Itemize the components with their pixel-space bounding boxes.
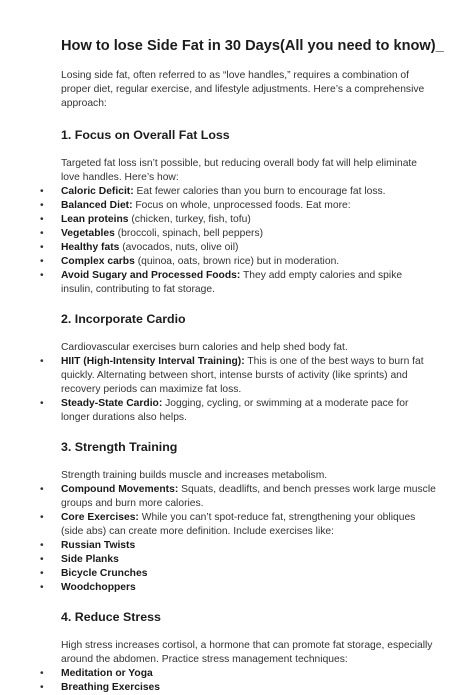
list-item-term: Side Planks <box>61 554 119 565</box>
list-item-term: Russian Twists <box>61 540 136 551</box>
section-paragraph: High stress increases cortisol, a hormone that can promote fat storage, especially around the abdomen. Practice stress management techniques: <box>61 640 433 665</box>
list-item <box>40 213 436 227</box>
section-1 <box>40 127 436 297</box>
bullet-icon: • <box>40 214 44 225</box>
section-heading: 3. Strength Training <box>61 440 178 454</box>
list-item <box>40 581 436 595</box>
bullet-icon: • <box>40 682 44 693</box>
section-paragraph: Strength training builds muscle and increases metabolism. <box>61 470 328 481</box>
bullet-list <box>40 483 436 595</box>
list-item <box>40 483 436 511</box>
list-item-term: Balanced Diet: <box>61 200 133 211</box>
list-item-term: Lean proteins <box>61 214 129 225</box>
list-item-text: They add empty calories and spike insulin, contributing to fat storage. <box>61 270 403 295</box>
bullet-icon: • <box>40 484 44 495</box>
section-heading: 1. Focus on Overall Fat Loss <box>61 128 230 142</box>
list-item-term: Compound Movements: <box>61 484 179 495</box>
section-2 <box>40 311 436 425</box>
bullet-list <box>40 185 436 297</box>
list-item-text: (broccoli, spinach, bell peppers) <box>114 228 264 239</box>
bullet-icon: • <box>40 242 44 253</box>
list-item-text: Focus on whole, unprocessed foods. Eat more: <box>132 200 351 211</box>
list-item-term: Woodchoppers <box>61 582 136 593</box>
bullet-icon: • <box>40 512 44 523</box>
list-item-term: Vegetables <box>61 228 115 239</box>
list-item <box>40 511 436 539</box>
intro-paragraph: Losing side fat, often referred to as “love handles,” requires a combination of proper diet, regular exercise, and lifestyle adjustments. Here’s a comprehensive approach: <box>61 70 425 109</box>
list-item-text: This is one of the best ways to burn fat quickly. Alternating between short, intense bursts of activity (like sprints) and recovery periods can maximize fat loss. <box>61 356 424 395</box>
list-item <box>40 681 436 695</box>
bullet-list <box>40 667 436 695</box>
list-item-term: HIIT (High-Intensity Interval Training): <box>61 356 245 367</box>
list-item-text: Jogging, cycling, or swimming at a moderate pace for longer durations also helps. <box>61 398 409 423</box>
bullet-icon: • <box>40 356 44 367</box>
bullet-icon: • <box>40 256 44 267</box>
bullet-icon: • <box>40 568 44 579</box>
bullet-icon: • <box>40 398 44 409</box>
bullet-icon: • <box>40 554 44 565</box>
list-item-term: Core Exercises: <box>61 512 139 523</box>
list-item <box>40 227 436 241</box>
section-paragraph: Targeted fat loss isn’t possible, but reducing overall body fat will help eliminate love handles. Here’s how: <box>61 158 418 183</box>
list-item <box>40 185 436 199</box>
bullet-icon: • <box>40 270 44 281</box>
bullet-icon: • <box>40 186 44 197</box>
bullet-icon: • <box>40 668 44 679</box>
section-4 <box>40 609 436 695</box>
list-item-text: Eat fewer calories than you burn to encourage fat loss. <box>133 186 386 197</box>
list-item-text: While you can’t spot-reduce fat, strengthening your obliques (side abs) can create more definition. Include exercises like: <box>61 512 416 537</box>
list-item <box>40 553 436 567</box>
section-3 <box>40 439 436 595</box>
section-paragraph: Cardiovascular exercises burn calories and help shed body fat. <box>61 342 348 353</box>
list-item <box>40 199 436 213</box>
list-item <box>40 667 436 681</box>
list-item-term: Avoid Sugary and Processed Foods: <box>61 270 241 281</box>
list-item-text: Squats, deadlifts, and bench presses work large muscle groups and burn more calories. <box>61 484 436 509</box>
list-item <box>40 397 436 425</box>
list-item <box>40 355 436 397</box>
list-item <box>40 539 436 553</box>
bullet-list <box>40 355 436 425</box>
document-title: How to lose Side Fat in 30 Days(All you need to know)_ <box>61 38 444 54</box>
list-item-term: Caloric Deficit: <box>61 186 134 197</box>
list-item-text: (quinoa, oats, brown rice) but in moderation. <box>134 256 340 267</box>
bullet-icon: • <box>40 582 44 593</box>
bullet-icon: • <box>40 228 44 239</box>
list-item-term: Bicycle Crunches <box>61 568 148 579</box>
bullet-icon: • <box>40 540 44 551</box>
bullet-icon: • <box>40 200 44 211</box>
list-item-text: (chicken, turkey, fish, tofu) <box>128 214 251 225</box>
section-heading: 2. Incorporate Cardio <box>61 312 186 326</box>
sections-container <box>40 127 436 695</box>
list-item-term: Healthy fats <box>61 242 120 253</box>
list-item <box>40 269 436 297</box>
list-item-term: Steady-State Cardio: <box>61 398 163 409</box>
list-item-term: Complex carbs <box>61 256 135 267</box>
list-item <box>40 241 436 255</box>
section-heading: 4. Reduce Stress <box>61 610 161 624</box>
list-item-term: Meditation or Yoga <box>61 668 153 679</box>
list-item <box>40 567 436 581</box>
list-item <box>40 255 436 269</box>
list-item-term: Breathing Exercises <box>61 682 161 693</box>
list-item-text: (avocados, nuts, olive oil) <box>119 242 239 253</box>
